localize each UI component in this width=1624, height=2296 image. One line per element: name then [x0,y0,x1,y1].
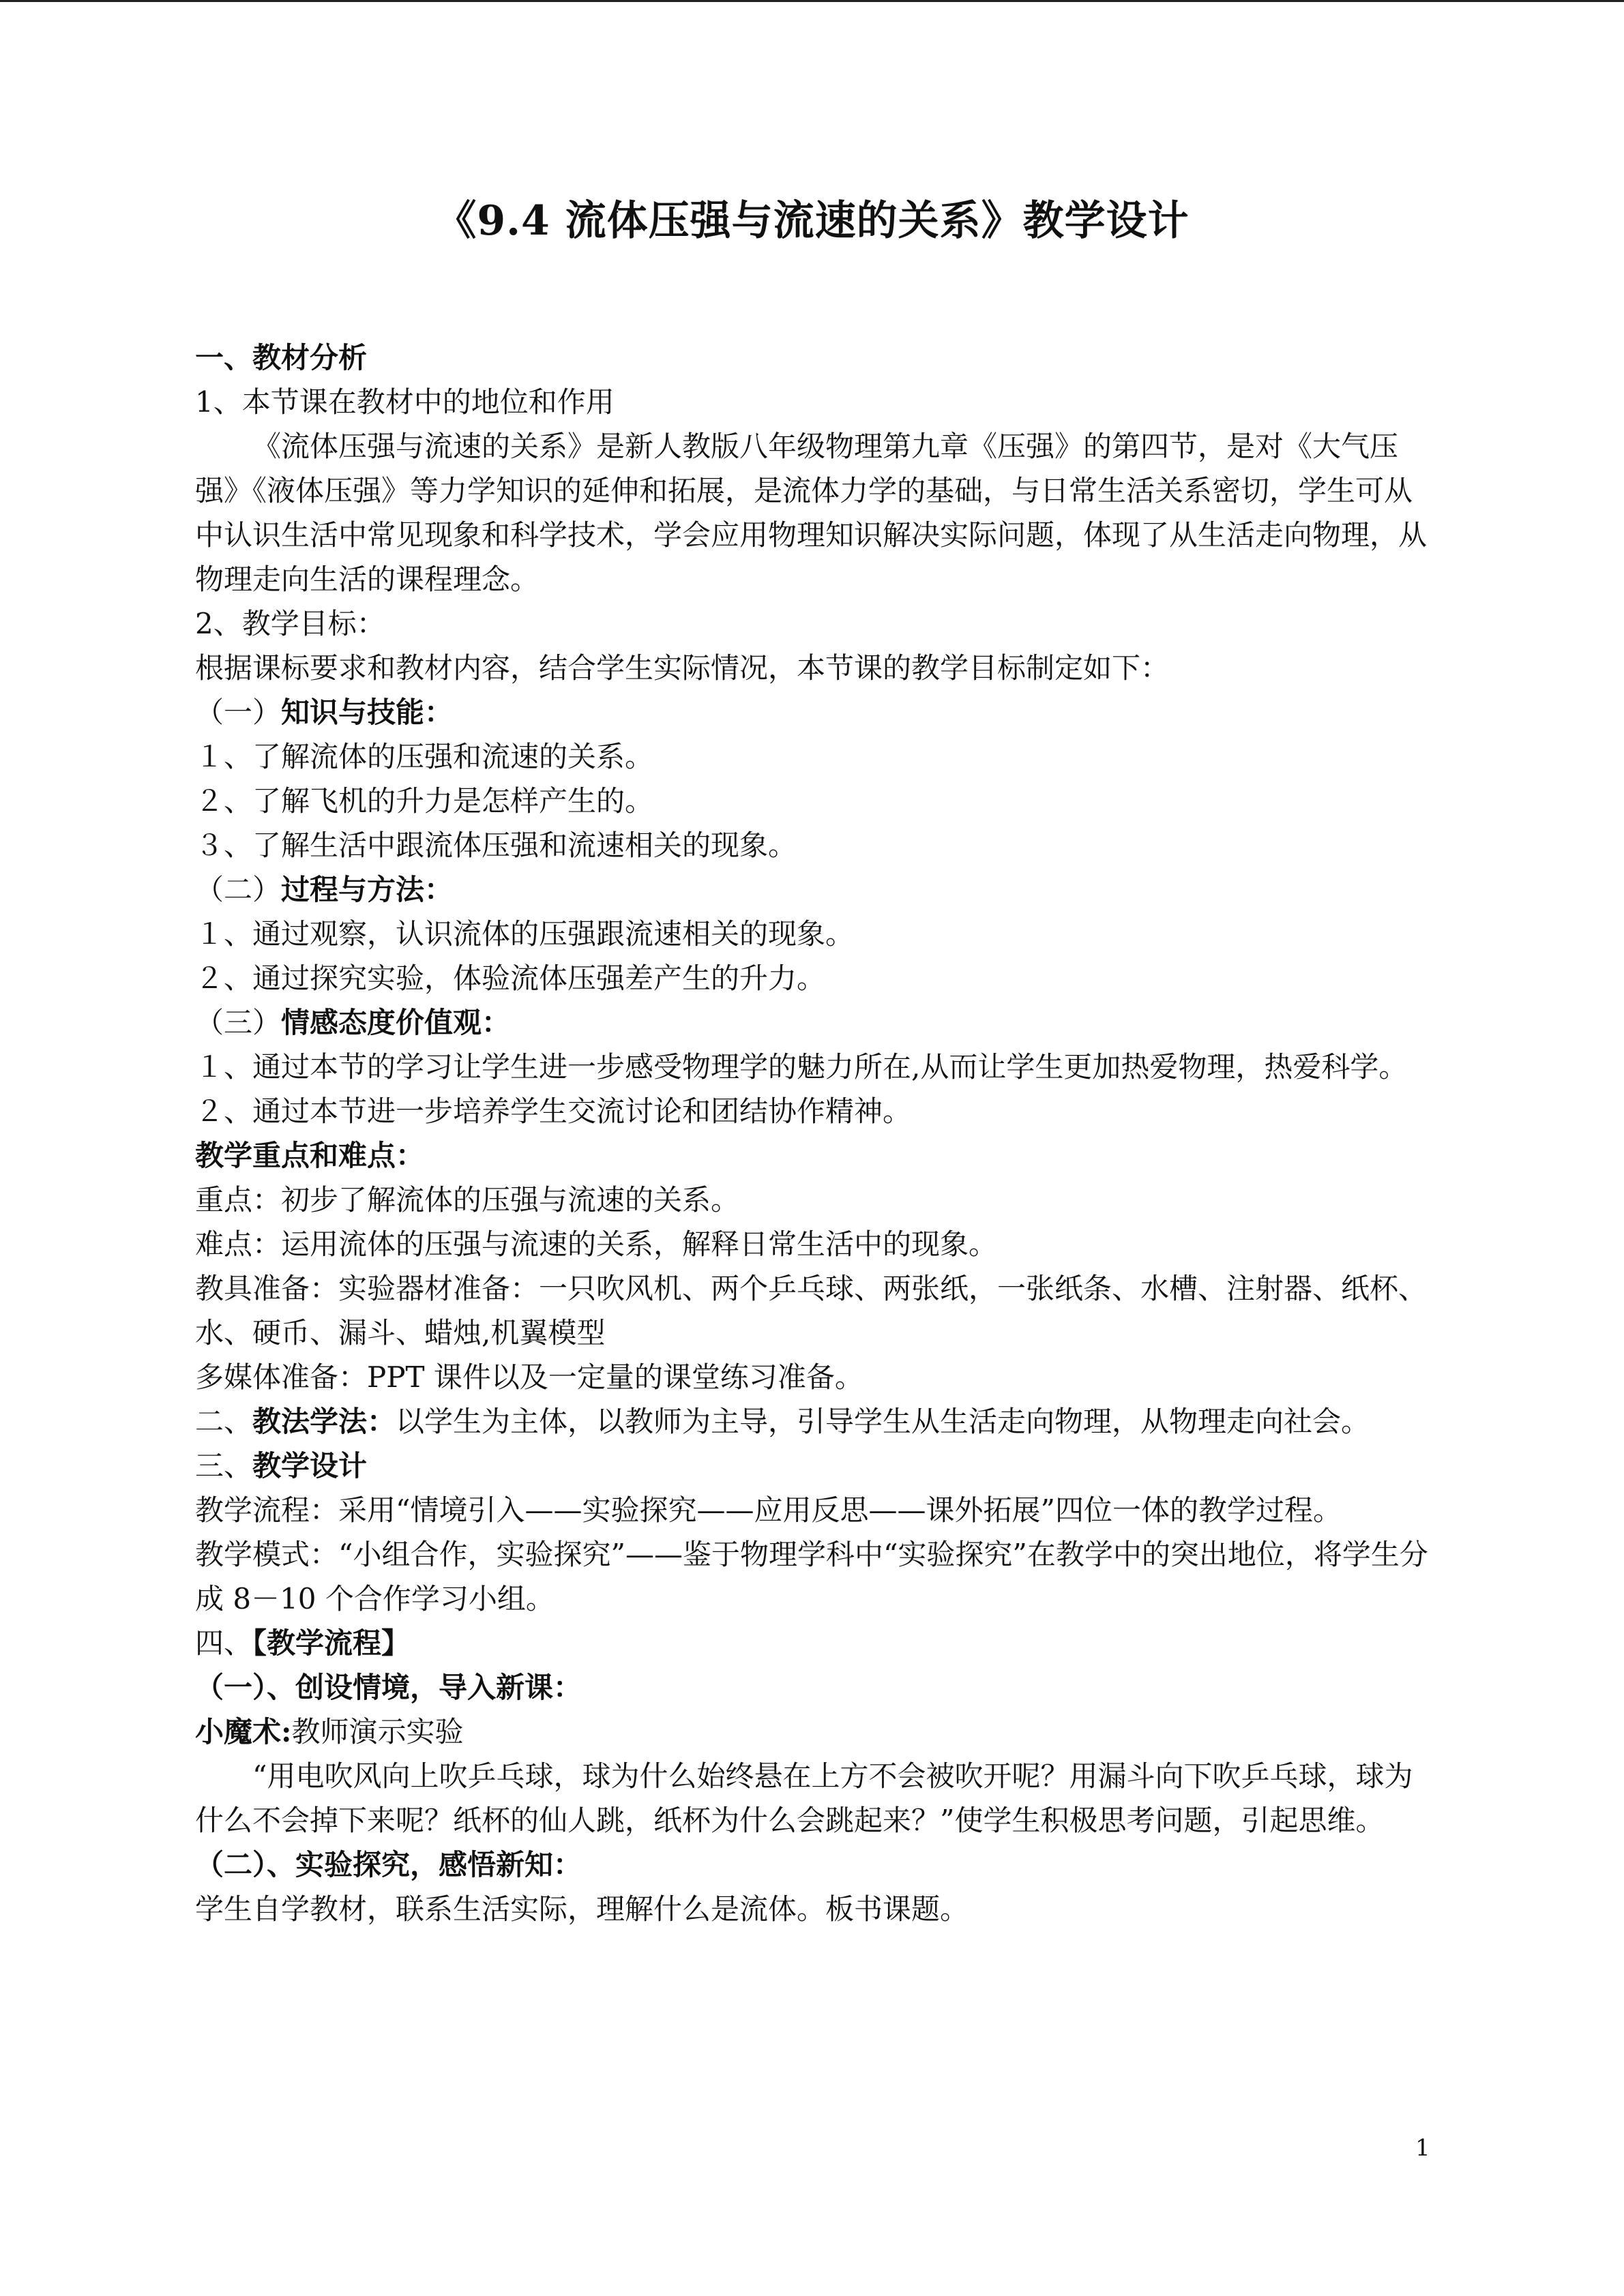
section-2-prefix: 二、 [195,1405,253,1438]
goal-1-1: １、了解流体的压强和流速的关系。 [195,740,654,773]
teaching-mode-line: 教学模式：“小组合作，实验探究”——鉴于物理学科中“实验探究”在教学中的突出地位，将学生分成 8－10 个合作学习小组。 [195,1538,1428,1615]
document-body [195,336,1430,1931]
step-1-heading [195,1665,1430,1710]
section-3-heading [195,1444,1430,1488]
section-2-title: 教法学法： [252,1405,396,1438]
equipment-line: 教具准备：实验器材准备：一只吹风机、两个乒乓球、两张纸，一张纸条、水槽、注射器、纸杯、水、硬币、漏斗、蜡烛,机翼模型 [195,1272,1428,1350]
section-1-subheading: 1、本节课在教材中的地位和作用 [195,385,615,419]
keypoints-heading: 教学重点和难点： [195,1139,425,1172]
section-4-prefix: 四、 [195,1626,253,1660]
section-3-title: 教学设计 [252,1449,368,1482]
magic-line [195,1710,1430,1754]
section-1-paragraph: 《流体压强与流速的关系》是新人教版八年级物理第九章《压强》的第四节，是对《大气压强》《液体压强》等力学知识的延伸和拓展，是流体力学的基础，与日常生活关系密切，学生可从中认识生活中常见现象和科学技术，学会应用物理知识解决实际问题，体现了从生活走向物理，从物理走向生活的课程理念。 [195,430,1428,596]
step-2-title: 实验探究，感悟新知： [295,1848,582,1881]
goal-2-1: １、通过观察，认识流体的压强跟流速相关的现象。 [195,917,855,951]
goal-group-3-prefix: （三） [195,1006,282,1039]
section-2 [195,1399,1430,1444]
section-4-heading [195,1621,1430,1665]
multimedia-line: 多媒体准备：PPT 课件以及一定量的课堂练习准备。 [195,1360,863,1394]
goal-2-2: ２、通过探究实验，体验流体压强差产生的升力。 [195,961,826,995]
goal-group-2-heading [195,867,1430,912]
magic-text: 教师演示实验 [291,1715,464,1748]
goal-group-2-title: 过程与方法： [281,873,454,906]
goal-group-1-heading [195,690,1430,734]
teaching-process-line: 教学流程：采用“情境引入——实验探究——应用反思——课外拓展”四位一体的教学过程。 [195,1493,1342,1527]
step-2-heading [195,1843,1430,1887]
step-1-prefix: （一）、 [195,1671,296,1704]
goal-1-2: ２、了解飞机的升力是怎样产生的。 [195,784,654,818]
step-1-title: 创设情境，导入新课： [295,1671,582,1704]
goal-1-3: ３、了解生活中跟流体压强和流速相关的现象。 [195,829,797,862]
magic-paragraph: “用电吹风向上吹乒乓球，球为什么始终悬在上方不会被吹开呢？用漏斗向下吹乒乓球，球为什么不会掉下来呢？纸杯的仙人跳，纸杯为什么会跳起来？”使学生积极思考问题，引起思维。 [195,1759,1413,1837]
section-2-text: 以学生为主体，以教师为主导，引导学生从生活走向物理，从物理走向社会。 [396,1405,1370,1438]
top-border-rule [0,0,1624,2]
keypoint-line: 重点：初步了解流体的压强与流速的关系。 [195,1183,740,1217]
goal-3-1: １、通过本节的学习让学生进一步感受物理学的魅力所在,从而让学生更加热爱物理，热爱科学。 [195,1050,1408,1084]
goal-3-2: ２、通过本节进一步培养学生交流讨论和团结协作精神。 [195,1094,912,1128]
magic-label: 小魔术: [195,1715,292,1748]
section-1-heading: 一、教材分析 [195,341,368,374]
goal-group-3-heading [195,1000,1430,1045]
step-2-prefix: （二）、 [195,1848,296,1881]
goal-group-1-prefix: （一） [195,696,282,729]
goal-group-1-title: 知识与技能： [281,696,454,729]
page-number: 1 [1415,2134,1430,2162]
difficulty-line: 难点：运用流体的压强与流速的关系，解释日常生活中的现象。 [195,1227,998,1261]
step-2-text: 学生自学教材，联系生活实际，理解什么是流体。板书课题。 [195,1892,969,1926]
document-title: 《9.4 流体压强与流速的关系》教学设计 [435,197,1190,245]
teaching-goals-intro: 根据课标要求和教材内容，结合学生实际情况，本节课的教学目标制定如下： [195,651,1170,685]
teaching-goals-heading: 2、教学目标： [195,607,385,640]
goal-group-3-title: 情感态度价值观： [281,1006,511,1039]
section-4-title: 【教学流程】 [252,1626,411,1660]
section-3-prefix: 三、 [195,1449,253,1482]
goal-group-2-prefix: （二） [195,873,282,906]
